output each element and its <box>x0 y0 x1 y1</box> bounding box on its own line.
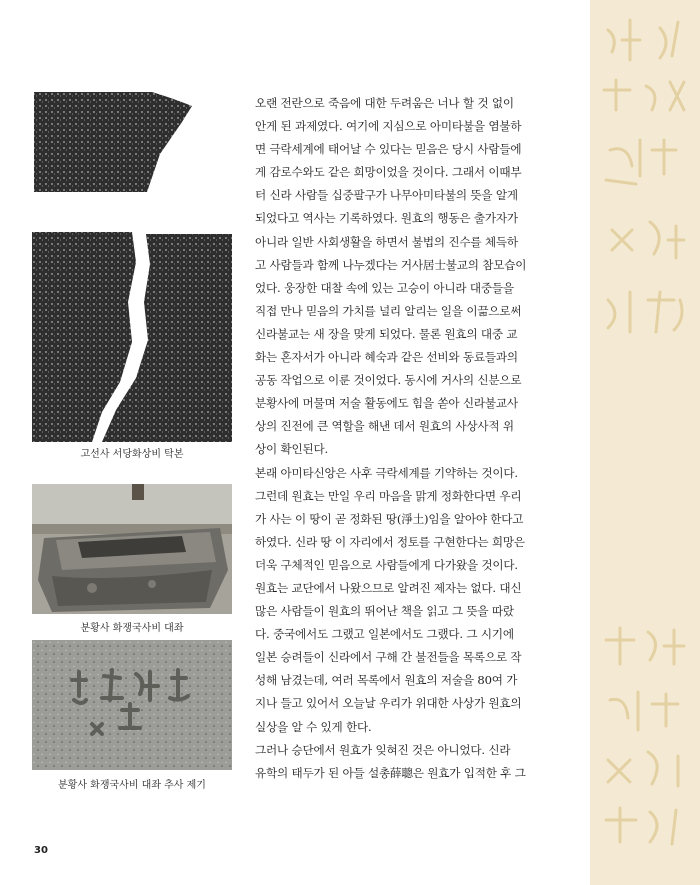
stone-pedestal-image <box>32 484 232 614</box>
figure-caption-pedestal: 분황사 화쟁국사비 대좌 <box>80 623 184 634</box>
stele-rubbing-image <box>32 92 232 442</box>
pedestal-photo <box>32 484 232 614</box>
figure-caption-rubbing: 고선사 서당화상비 탁본 <box>80 449 184 460</box>
body-line: 고 사람들과 함께 나누겠다는 거사居士불교의 참모습이 <box>255 257 527 272</box>
body-line: 지나 들고 있어서 오늘날 우리가 위대한 사상가 원효의 <box>255 696 522 711</box>
body-line: 신라불교는 새 장을 맞게 되었다. 물론 원효의 대중 교 <box>255 326 518 341</box>
body-line: 성해 남겼는데, 여러 목록에서 원효의 저술을 80여 가 <box>255 673 518 688</box>
body-line: 분황사에 머물며 저술 활동에도 힘을 쏟아 신라불교사 <box>255 396 518 411</box>
body-line: 오랜 전란으로 죽음에 대한 두려움은 너나 할 것 없이 <box>255 96 514 110</box>
body-line: 많은 사람들이 원효의 뛰어난 책을 읽고 그 뜻을 따랐 <box>255 604 514 619</box>
body-line: 아니라 일반 사회생활을 하면서 불법의 진수를 체득하 <box>255 234 518 249</box>
body-line: 안게 된 과제였다. 여기에 지심으로 아미타불을 염불하 <box>255 119 522 134</box>
body-line: 더욱 구체적인 믿음으로 사람들에게 다가왔을 것이다. <box>255 557 518 572</box>
page-number: 30 <box>34 845 48 856</box>
inscription-photo <box>32 640 232 770</box>
body-line: 직접 만나 믿음의 가치를 널리 알리는 일을 이끎으로써 <box>255 303 522 318</box>
body-line: 화는 혼자서가 아니라 혜숙과 같은 선비와 동료들과의 <box>255 350 518 365</box>
body-line: 터 신라 사람들 십중팔구가 나무아미타불의 뜻을 알게 <box>255 188 518 203</box>
body-line: 그러나 승단에서 원효가 잊혀진 것은 아니었다. 신라 <box>255 742 511 757</box>
figure-caption-inscription: 분황사 화쟁국사비 대좌 추사 제기 <box>58 780 206 791</box>
decorative-calligraphy-strip <box>590 0 700 885</box>
body-line: 게 감로수와도 같은 희망이었을 것이다. 그래서 이때부 <box>255 165 522 180</box>
body-line: 공동 작업으로 이룬 것이었다. 동시에 거사의 신분으로 <box>255 373 522 388</box>
body-line: 유학의 태두가 된 아들 설총薛聰은 원효가 입적한 후 그 <box>255 765 526 780</box>
body-line: 상의 진전에 큰 역할을 해낸 데서 원효의 사상사적 위 <box>255 419 514 434</box>
body-text <box>255 92 560 785</box>
body-line: 실상을 알 수 있게 한다. <box>255 719 372 734</box>
body-line: 일본 승려들이 신라에서 구해 간 불전들을 목록으로 작 <box>255 650 522 665</box>
carved-inscription-image <box>32 640 232 770</box>
body-line: 었다. 웅장한 대찰 속에 있는 고승이 아니라 대중들을 <box>255 280 514 295</box>
body-line: 가 사는 이 땅이 곧 정화된 땅(淨土)임을 알아야 한다고 <box>255 511 524 526</box>
body-line: 되었다고 역사는 기록하였다. 원효의 행동은 출가자가 <box>255 211 518 226</box>
rubbing-photo <box>32 92 232 442</box>
body-line: 상이 확인된다. <box>255 442 328 457</box>
body-line: 그런데 원효는 만일 우리 마음을 맑게 정화한다면 우리 <box>255 488 522 503</box>
body-line: 다. 중국에서도 그랬고 일본에서도 그랬다. 그 시기에 <box>255 627 514 642</box>
body-line: 하였다. 신라 땅 이 자리에서 정토를 구현한다는 희망은 <box>255 534 525 549</box>
body-line: 면 극락세계에 태어날 수 있다는 믿음은 당시 사람들에 <box>255 142 522 157</box>
calligraphy-texture <box>590 0 700 885</box>
body-line: 본래 아미타신앙은 사후 극락세계를 기약하는 것이다. <box>255 465 518 480</box>
body-line: 원효는 교단에서 나왔으므로 알려진 제자는 없다. 대신 <box>255 580 522 595</box>
